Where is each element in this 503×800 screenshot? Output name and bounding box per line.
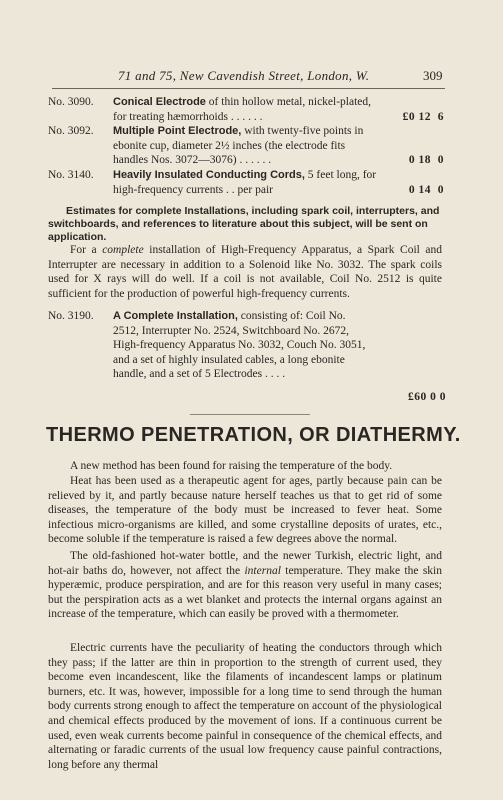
- body-paragraph-2: Heat has been used as a therapeutic agent for ages, partly because pain can be relieved by it, and partly because nature herself teaches us that to get rid of some diseases, the temperature of the body must be increased to fever heat. Some infectious micro-organisms are killed, and some crystalline deposits of urates, etc., become soluble if the temperature is raised a few degrees above the normal.: [48, 475, 442, 546]
- section-divider: [190, 414, 310, 415]
- item-number: No. 3190.: [48, 310, 94, 322]
- item-price: 0 14 0: [408, 183, 444, 196]
- item-description: [113, 95, 383, 124]
- installation-rest: installation of High-Frequency Apparatus, a Spark Coil and Interrupter are necessary in addition to a Solenoid like No. 3032. The spark coils used for X rays will do well. If a coil is not available, Coil No. 2512 is quite sufficient for the production of powerful high-frequency currents.: [48, 244, 442, 300]
- header-rule: [52, 88, 445, 89]
- item-name: Heavily Insulated Conducting Cords,: [113, 169, 305, 181]
- item-number: No. 3140.: [48, 169, 94, 181]
- item-number: No. 3092.: [48, 125, 94, 137]
- item-text: with twenty-five points in ebonite cup, diameter 2½ inches (the electrode fits handles Nos. 3072—3076) . . . . . .: [113, 125, 364, 166]
- installation-lead: For a: [70, 244, 103, 256]
- p3-lead: The old-fashioned hot-water bottle, and the newer Turkish, electric light, and hot-air baths do, however, not affect the: [48, 550, 442, 577]
- item-description: [113, 168, 383, 197]
- body-paragraph-4: Electric currents have the peculiarity of heating the conductors through which they pass; if the latter are thin in proportion to the strength of current used, they become even incandescent, like the filaments of incandescent lamps or platinum burners, etc. It was, however, impossible for a long time to send through the human body currents strong enough to affect the temperature on account of the physiological and chemical effects produced by the movement of ions. If a continuous current be used, even weak currents become painful in consequence of the chemical effects, and alternating or faradic currents of the usual low frequency cause painful contractions, long before any thermal: [48, 642, 442, 771]
- installation-paragraph: [48, 243, 442, 301]
- item-number: No. 3090.: [48, 96, 94, 108]
- p3-emphasis: internal: [244, 564, 281, 577]
- section-title: THERMO PENETRATION, OR DIATHERMY.: [46, 424, 461, 446]
- p3-rest: temperature. They make the skin hyperæmic, produce perspiration, and are for this reason very useful in many cases; but the perspiration acts as a wet blanket and protects the internal organs against an increase of the temperature, which can easily be proved with a thermometer.: [48, 564, 442, 621]
- item-price: £60 0 0: [408, 391, 446, 403]
- body-paragraph-3: [48, 549, 442, 622]
- installation-emphasis: complete: [102, 244, 144, 256]
- item-text: consisting of: Coil No. 2512, Interrupter No. 2524, Switchboard No. 2672, High-frequency Apparatus No. 3032, Couch No. 3051, and a set of highly insulated cables, a long ebonite handle, and a set of 5 Electrodes . . . .: [113, 310, 366, 381]
- item-text: of thin hollow metal, nickel-plated, for treating hæmorrhoids . . . . . .: [113, 96, 372, 123]
- header-address: 71 and 75, New Cavendish Street, London, W.: [118, 68, 370, 83]
- item-name: A Complete Installation,: [113, 310, 238, 322]
- item-name: Conical Electrode: [113, 96, 206, 108]
- item-text: 5 feet long, for high-frequency currents . . per pair: [113, 169, 377, 196]
- item-price: £0 12 6: [402, 110, 444, 123]
- item-description: [113, 124, 383, 168]
- estimates-notice: Estimates for complete Installations, including spark coil, interrupters, and switchboards, and references to literature about this subject, will be sent on application.: [48, 205, 440, 243]
- item-description: [113, 309, 371, 382]
- page-header: [0, 68, 503, 86]
- body-paragraph-1: A new method has been found for raising the temperature of the body.: [70, 460, 393, 472]
- page-number: 309: [423, 68, 443, 83]
- item-price: 0 18 0: [408, 154, 444, 166]
- item-name: Multiple Point Electrode,: [113, 125, 242, 137]
